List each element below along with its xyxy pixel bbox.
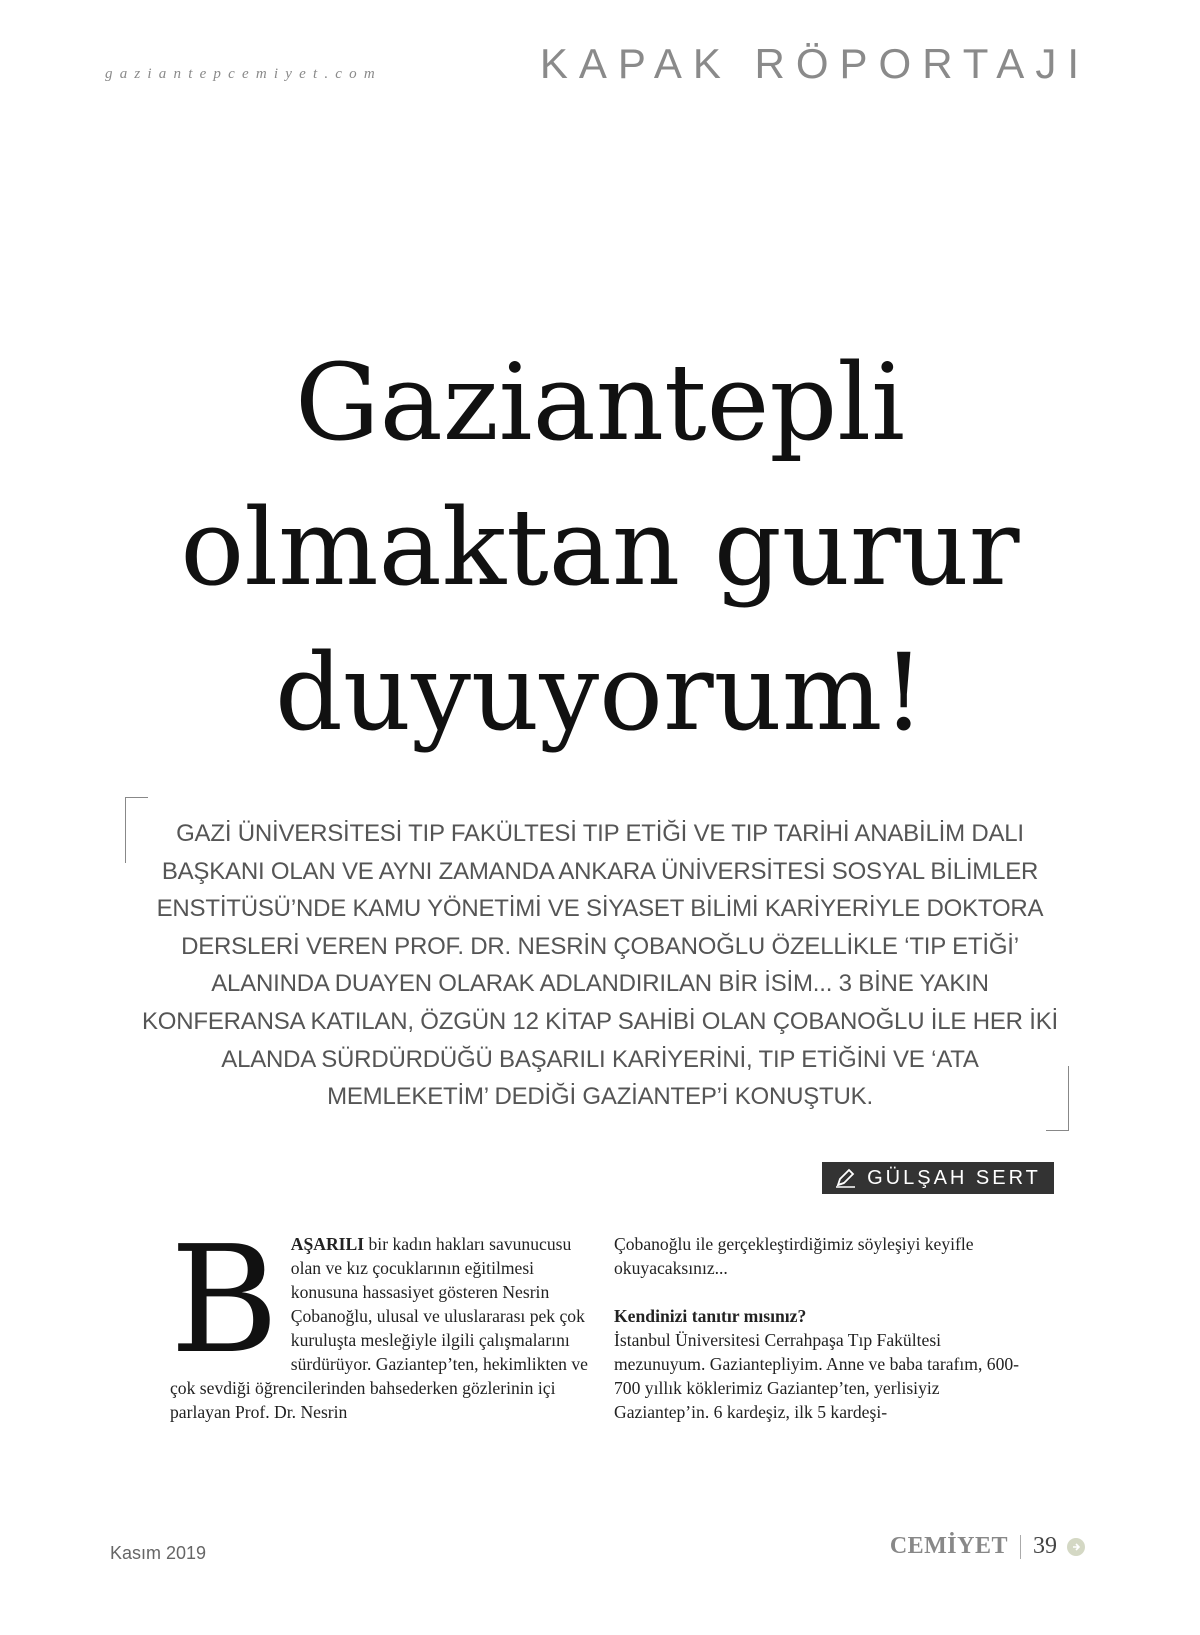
lead-word: AŞARILI bbox=[290, 1234, 365, 1254]
drop-cap: B bbox=[170, 1214, 279, 1386]
footer-divider bbox=[1020, 1535, 1021, 1559]
body-left-text: bir kadın hakları savunucusu olan ve kız çocuklarının eğitilmesi konusuna hassasiyet gösteren Nesrin Çobanoğlu, ulusal ve uluslararası pek çok kuruluşta mesleğiyle ilgili çalışmalarını sürdürüyor. Gaziantep’ten, hekimlikten ve çok sevdiği öğrencilerinden bahsederken gözlerinin içi parlayan Prof. Dr. Nesrin bbox=[170, 1234, 588, 1422]
body-right-text: Çobanoğlu ile gerçekleştirdiğimiz söyleşiyi keyifle okuyacaksınız... bbox=[614, 1234, 974, 1278]
author-name: GÜLŞAH SERT bbox=[867, 1166, 1041, 1189]
magazine-name: CEMİYET bbox=[889, 1533, 1008, 1559]
body-column-left bbox=[170, 1214, 588, 1424]
headline-line-2: olmaktan gurur bbox=[180, 486, 1020, 609]
author-tag bbox=[822, 1162, 1054, 1194]
lede-bracket-bottom-right bbox=[1046, 1066, 1069, 1131]
page-number: 39 bbox=[1033, 1533, 1057, 1559]
section-title: KAPAK RÖPORTAJI bbox=[539, 40, 1090, 87]
footer-branding bbox=[890, 1533, 1085, 1560]
headline-line-1: Gaziantepli bbox=[294, 341, 906, 464]
interview-answer: İstanbul Üniversitesi Cerrahpaşa Tıp Fakültesi mezunuyum. Gaziantepliyim. Anne ve baba tarafım, 600-700 yıllık köklerimiz Gaziantep’ten, yerlisiyiz Gaziantep’in. 6 kardeşiz, ilk 5 kardeşi- bbox=[614, 1330, 1020, 1422]
lede-paragraph: GAZİ ÜNİVERSİTESİ TIP FAKÜLTESİ TIP ETİĞİ VE TIP TARİHİ ANABİLİM DALI BAŞKANI OLAN VE AYNI ZAMANDA ANKARA ÜNİVERSİTESİ SOSYAL BİLİMLER ENSTİTÜSÜ’NDE KAMU YÖNETİMİ VE SİYASET BİLİMİ KARİYERİYLE DOKTORA DERSLERİ VEREN PROF. DR. NESRİN ÇOBANOĞLU ÖZELLİKLE ‘TIP ETİĞİ’ ALANINDA DUAYEN OLARAK ADLANDIRILAN BİR İSİM... 3 BİNE YAKIN KONFERANSA KATILAN, ÖZGÜN 12 KİTAP SAHİBİ OLAN ÇOBANOĞLU İLE HER İKİ ALANDA SÜRDÜRDÜĞÜ BAŞARILI KARİYERİNİ, TIP ETİĞİNİ VE ‘ATA MEMLEKETİM’ DEDİĞİ GAZİANTEP’İ KONUŞTUK. bbox=[142, 820, 1058, 1111]
footer-date: Kasım 2019 bbox=[110, 1543, 207, 1563]
headline-line-3: duyuyorum! bbox=[274, 631, 926, 754]
body-column-right bbox=[614, 1232, 1034, 1424]
interview-question: Kendinizi tanıtır mısınız? bbox=[614, 1306, 807, 1326]
pen-icon bbox=[835, 1168, 857, 1188]
arrow-right-icon bbox=[1067, 1538, 1085, 1556]
site-url: gaziantepcemiyet.com bbox=[105, 66, 382, 82]
headline bbox=[0, 330, 1200, 765]
